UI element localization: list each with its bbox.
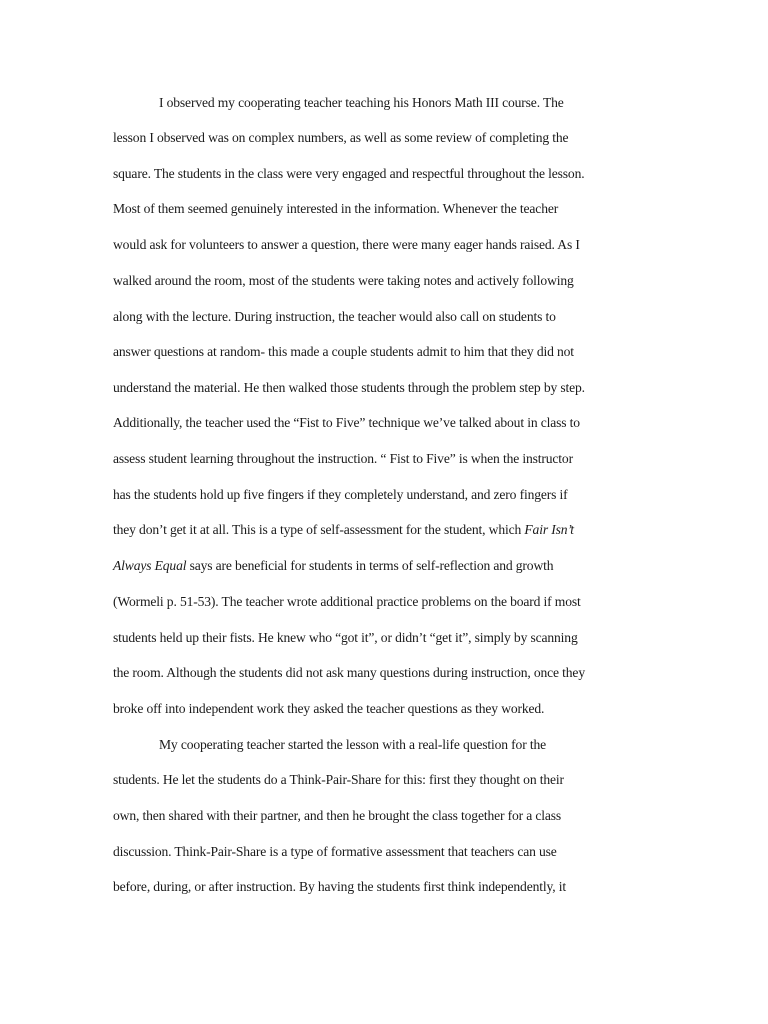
text-run: square. The students in the class were very engaged and respectful throughout the lesson. [113, 166, 585, 181]
text-run: (Wormeli p. 51-53). The teacher wrote additional practice problems on the board if most [113, 594, 581, 609]
text-run: walked around the room, most of the students were taking notes and actively following [113, 273, 574, 288]
text-line [113, 663, 658, 683]
text-run: understand the material. He then walked those students through the problem step by step. [113, 380, 585, 395]
text-run: students held up their fists. He knew who “got it”, or didn’t “get it”, simply by scanning [113, 630, 578, 645]
text-run: My cooperating teacher started the lesson with a real-life question for the [159, 737, 546, 752]
text-run: before, during, or after instruction. By having the students first think independently, it [113, 879, 566, 894]
text-run: along with the lecture. During instruction, the teacher would also call on students to [113, 309, 556, 324]
text-run: Additionally, the teacher used the “Fist to Five” technique we’ve talked about in class to [113, 415, 580, 430]
text-line [113, 770, 658, 790]
book-title: Always Equal [113, 558, 187, 573]
text-run: lesson I observed was on complex numbers, as well as some review of completing the [113, 130, 569, 145]
text-line [113, 342, 658, 362]
text-run: discussion. Think-Pair-Share is a type of formative assessment that teachers can use [113, 844, 557, 859]
text-run: I observed my cooperating teacher teaching his Honors Math III course. The [159, 95, 564, 110]
text-line [113, 449, 658, 469]
text-run: has the students hold up five fingers if they completely understand, and zero fingers if [113, 487, 568, 502]
text-line [113, 378, 658, 398]
text-run: broke off into independent work they asked the teacher questions as they worked. [113, 701, 545, 716]
text-line [113, 556, 658, 576]
text-line [159, 735, 704, 755]
text-line [113, 128, 658, 148]
text-run: students. He let the students do a Think-Pair-Share for this: first they thought on their [113, 772, 564, 787]
text-run: own, then shared with their partner, and then he brought the class together for a class [113, 808, 562, 823]
text-run: Most of them seemed genuinely interested in the information. Whenever the teacher [113, 201, 559, 216]
text-run: says are beneficial for students in terms of self-reflection and growth [186, 558, 554, 573]
text-line [113, 235, 658, 255]
text-run: the room. Although the students did not ask many questions during instruction, once they [113, 665, 585, 680]
text-run: they don’t get it at all. This is a type of self-assessment for the student, which [113, 522, 525, 537]
text-line [113, 485, 658, 505]
text-run: answer questions at random- this made a couple students admit to him that they did not [113, 344, 574, 359]
text-line [113, 806, 658, 826]
text-line [113, 307, 658, 327]
text-line [113, 164, 658, 184]
text-run: assess student learning throughout the instruction. “ Fist to Five” is when the instructor [113, 451, 573, 466]
text-line [159, 93, 704, 113]
text-line [113, 877, 658, 897]
text-run: would ask for volunteers to answer a question, there were many eager hands raised. As I [113, 237, 580, 252]
text-line [113, 199, 658, 219]
text-line [113, 628, 658, 648]
book-title: Fair Isn’t [524, 522, 574, 537]
text-line [113, 413, 658, 433]
text-line [113, 592, 658, 612]
text-line [113, 842, 658, 862]
text-line [113, 699, 658, 719]
text-line [113, 271, 658, 291]
text-line [113, 520, 658, 540]
